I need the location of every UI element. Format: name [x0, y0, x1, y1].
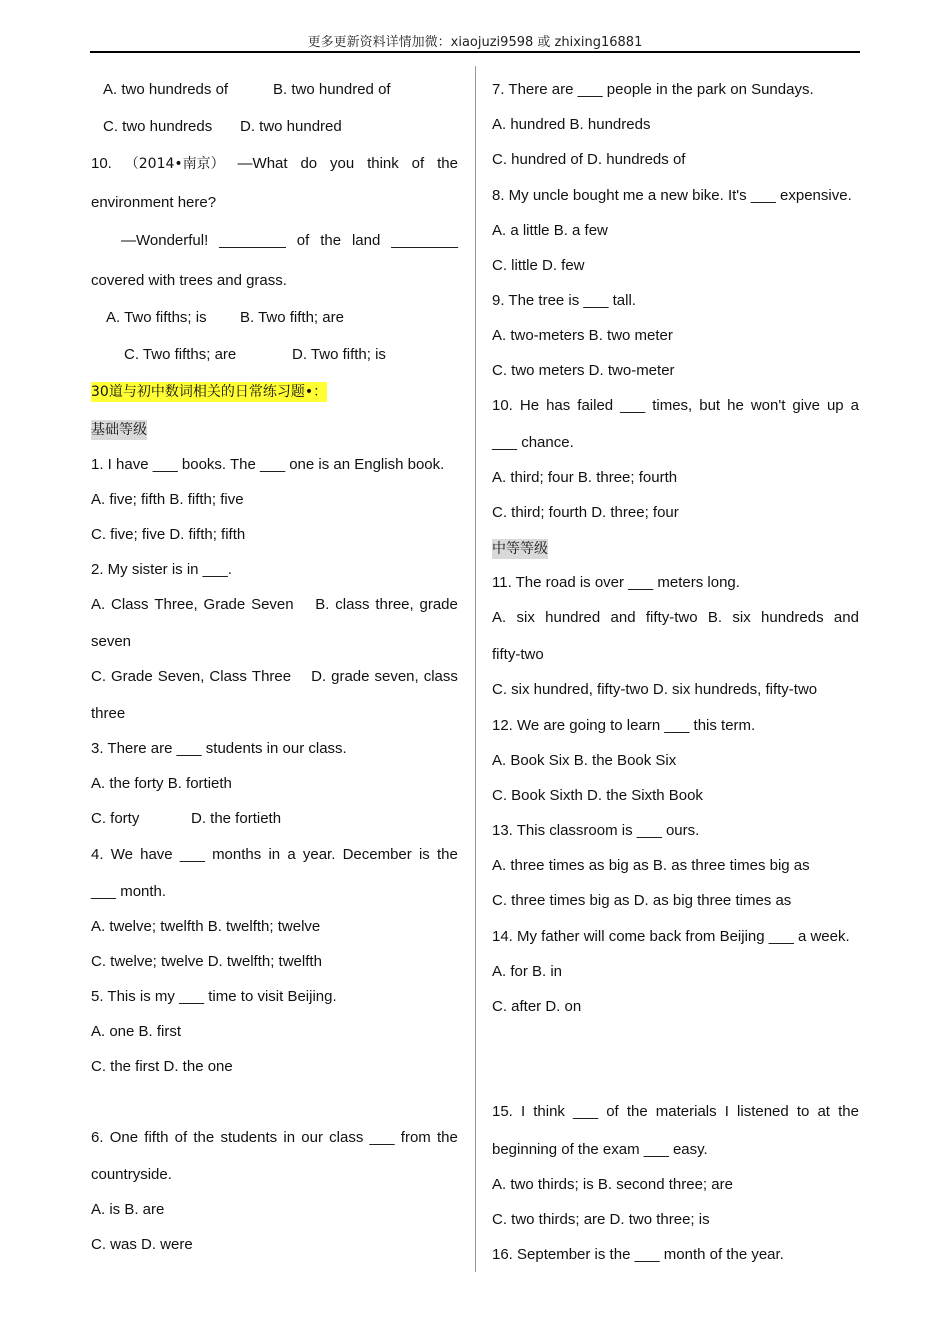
- word: year.: [302, 846, 336, 863]
- question-10b-line2: ___ chance.: [492, 434, 574, 451]
- word: the: [320, 232, 342, 249]
- question-14-options-ab: A. for B. in: [492, 963, 563, 980]
- word: B.: [315, 596, 330, 613]
- word: hundred: [545, 609, 601, 626]
- word: He: [519, 397, 540, 414]
- word: but: [699, 397, 721, 414]
- word: 15.: [492, 1103, 513, 1120]
- word: a: [850, 397, 859, 414]
- word: Class: [111, 596, 149, 613]
- option-a: A. two hundreds of: [103, 81, 229, 98]
- question-7: 7. There are ___ people in the park on Sundays.: [492, 81, 814, 98]
- question-6-options-ab: A. is B. are: [91, 1201, 165, 1218]
- word: C.: [91, 668, 106, 685]
- word: I: [724, 1103, 729, 1120]
- section-title: 30道与初中数词相关的日常练习题•：: [91, 384, 328, 400]
- question-8-options-cd: C. little D. few: [492, 257, 585, 274]
- option-d: D. Two fifth; is: [292, 346, 386, 363]
- option-a: A. Two fifths; is: [106, 309, 207, 326]
- word: —What: [237, 155, 288, 172]
- word: give: [792, 397, 820, 414]
- word: and: [833, 609, 859, 626]
- word: three,: [375, 596, 414, 613]
- question-11-options-cont: fifty-two: [492, 646, 544, 663]
- question-6-options-cd: C. was D. were: [91, 1236, 193, 1253]
- question-13: 13. This classroom is ___ ours.: [492, 822, 700, 839]
- word: December: [342, 846, 412, 863]
- question-4-options-cd: C. twelve; twelve D. twelfth; twelfth: [91, 953, 322, 970]
- word: the: [436, 1129, 458, 1146]
- question-10b-options-ab: A. third; four B. three; fourth: [492, 469, 678, 486]
- question-14-options-cd: C. after D. on: [492, 998, 582, 1015]
- word: I: [520, 1103, 526, 1120]
- option-c: C. Two fifths; are: [124, 346, 237, 363]
- word: grade: [331, 668, 370, 685]
- word: Grade: [111, 668, 153, 685]
- word: class: [335, 596, 370, 613]
- question-1-options-cd: C. five; five D. fifth; fifth: [91, 526, 246, 543]
- word: Seven: [251, 596, 294, 613]
- word: D.: [311, 668, 327, 685]
- word: think: [533, 1103, 565, 1120]
- question-3: 3. There are ___ students in our class.: [91, 740, 347, 757]
- word: of: [411, 155, 425, 172]
- column-divider: [475, 66, 476, 1272]
- question-12-options-ab: A. Book Six B. the Book Six: [492, 752, 677, 769]
- word: class: [329, 1129, 364, 1146]
- word: Grade: [203, 596, 246, 613]
- word: of: [296, 232, 310, 249]
- option-c: C. forty: [91, 810, 140, 827]
- question-16: 16. September is the ___ month of the year.: [492, 1246, 784, 1263]
- question-5: 5. This is my ___ time to visit Beijing.: [91, 988, 337, 1005]
- word: —Wonderful!: [121, 232, 209, 249]
- word: the: [437, 846, 458, 863]
- question-13-options-ab: A. three times as big as B. as three times big as: [492, 857, 810, 874]
- word: and: [610, 609, 636, 626]
- question-5-options-cd: C. the first D. the one: [91, 1058, 233, 1075]
- word: won't: [750, 397, 786, 414]
- word: from: [400, 1129, 431, 1146]
- word: fifty-two: [645, 609, 698, 626]
- question-9-options-ab: A. two-meters B. two meter: [492, 327, 673, 344]
- question-2-options-cd: [91, 667, 458, 687]
- question-11-options-cd: C. six hundred, fifty-two D. six hundreds, fifty-two: [492, 681, 818, 698]
- option-d: D. the fortieth: [191, 810, 282, 827]
- question-5-options-ab: A. one B. first: [91, 1023, 182, 1040]
- word: B.: [707, 609, 723, 626]
- question-15-options-ab: A. two thirds; is B. second three; are: [492, 1176, 733, 1193]
- word: six: [516, 609, 535, 626]
- word: the: [437, 155, 458, 172]
- word: you: [330, 155, 355, 172]
- word: hundreds: [761, 609, 824, 626]
- word: of: [606, 1103, 619, 1120]
- question-10b-line1: [492, 396, 859, 416]
- word: 10.: [492, 397, 513, 414]
- word: is: [418, 846, 430, 863]
- question-7-options-ab: A. hundred B. hundreds: [492, 116, 651, 133]
- word: to: [796, 1103, 810, 1120]
- word: have: [140, 846, 173, 863]
- word: We: [110, 846, 133, 863]
- word: think: [367, 155, 399, 172]
- word: six: [732, 609, 751, 626]
- question-4-line2: ___ month.: [91, 883, 167, 900]
- word: listened: [737, 1103, 789, 1120]
- question-2-options-cont: seven: [91, 633, 132, 650]
- header-rule: [90, 51, 860, 53]
- question-10-line4: covered with trees and grass.: [91, 272, 287, 289]
- question-source: （2014•南京）: [124, 156, 225, 172]
- question-14: 14. My father will come back from Beijing ___ a week.: [492, 928, 850, 945]
- question-8: 8. My uncle bought me a new bike. It's ___ expensive.: [492, 187, 852, 204]
- option-c: C. two hundreds: [103, 118, 213, 135]
- word: A.: [492, 609, 507, 626]
- word: Seven,: [157, 668, 205, 685]
- question-10-line2: environment here?: [91, 194, 217, 211]
- question-8-options-ab: A. a little B. a few: [492, 222, 608, 239]
- word: Class: [209, 668, 247, 685]
- option-b: B. two hundred of: [273, 81, 391, 98]
- question-10-line3: [121, 231, 458, 251]
- word: ___: [179, 846, 205, 863]
- word: fifth: [144, 1129, 169, 1146]
- word: 6.: [91, 1129, 104, 1146]
- question-4-options-ab: A. twelve; twelfth B. twelfth; twelve: [91, 918, 321, 935]
- word: the: [193, 1129, 215, 1146]
- answer-blank: ________: [219, 232, 286, 249]
- level-heading-middle: 中等等级: [492, 541, 548, 557]
- word: in: [268, 846, 281, 863]
- option-b: B. Two fifth; are: [240, 309, 344, 326]
- question-15-line2: beginning of the exam ___ easy.: [492, 1141, 708, 1158]
- question-3-options-ab: A. the forty B. fortieth: [91, 775, 232, 792]
- word: seven,: [374, 668, 419, 685]
- level-heading-basic: 基础等级: [91, 422, 147, 438]
- option-d: D. two hundred: [240, 118, 342, 135]
- word: One: [109, 1129, 139, 1146]
- question-10b-options-cd: C. third; fourth D. three; four: [492, 504, 679, 521]
- word: times,: [652, 397, 693, 414]
- word: in: [283, 1129, 296, 1146]
- word: class: [423, 668, 458, 685]
- question-2-options-ab: [91, 595, 458, 615]
- word: a: [287, 846, 296, 863]
- question-1-options-ab: A. five; fifth B. fifth; five: [91, 491, 244, 508]
- word: ___: [369, 1129, 395, 1146]
- question-13-options-cd: C. three times big as D. as big three times as: [492, 892, 792, 909]
- word: our: [301, 1129, 323, 1146]
- question-1: 1. I have ___ books. The ___ one is an English book.: [91, 456, 445, 473]
- question-6-line2: countryside.: [91, 1166, 172, 1183]
- word: Three,: [154, 596, 198, 613]
- word: failed: [577, 397, 614, 414]
- word: A.: [91, 596, 106, 613]
- word: the: [626, 1103, 648, 1120]
- word: grade: [419, 596, 458, 613]
- question-15-line1: [492, 1102, 859, 1122]
- word: months: [212, 846, 262, 863]
- question-2: 2. My sister is in ___.: [91, 561, 232, 578]
- question-11-options-ab: [492, 608, 859, 628]
- answer-blank: ________: [391, 232, 458, 249]
- word: he: [727, 397, 744, 414]
- word: materials: [655, 1103, 717, 1120]
- question-2-options-cont: three: [91, 705, 126, 722]
- question-9-options-cd: C. two meters D. two-meter: [492, 362, 675, 379]
- word: ___: [573, 1103, 599, 1120]
- word: at: [817, 1103, 830, 1120]
- word: up: [826, 397, 844, 414]
- word: the: [838, 1103, 859, 1120]
- question-12-options-cd: C. Book Sixth D. the Sixth Book: [492, 787, 703, 804]
- question-12: 12. We are going to learn ___ this term.: [492, 717, 756, 734]
- word: ___: [620, 397, 646, 414]
- question-15-options-cd: C. two thirds; are D. two three; is: [492, 1211, 710, 1228]
- word: has: [546, 397, 571, 414]
- word: 4.: [91, 846, 104, 863]
- question-10-line1: [91, 154, 458, 174]
- question-9: 9. The tree is ___ tall.: [492, 292, 636, 309]
- page-header: 更多更新资料详情加微：xiaojuzi9598 或 zhixing16881: [307, 35, 643, 50]
- word: do: [300, 155, 318, 172]
- word: students: [220, 1129, 278, 1146]
- question-4-line1: [91, 845, 458, 865]
- question-6-line1: [91, 1128, 458, 1148]
- word: land: [351, 232, 381, 249]
- question-number: 10.: [91, 155, 112, 172]
- word: of: [174, 1129, 188, 1146]
- word: Three: [251, 668, 292, 685]
- question-11: 11. The road is over ___ meters long.: [492, 574, 740, 591]
- question-7-options-cd: C. hundred of D. hundreds of: [492, 151, 686, 168]
